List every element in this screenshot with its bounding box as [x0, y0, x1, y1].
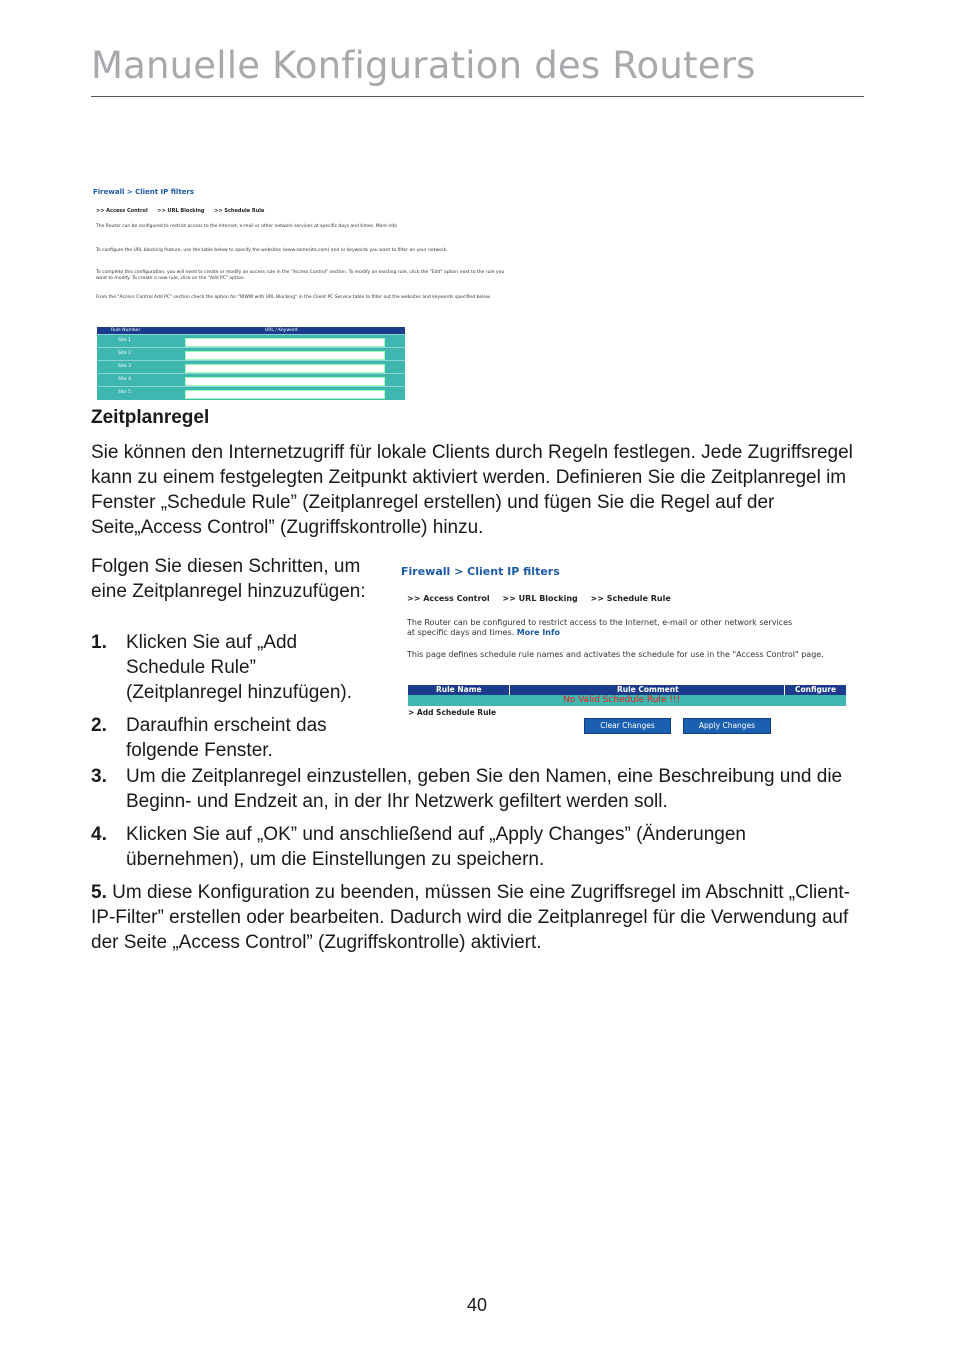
row-label: Site 5 [118, 390, 131, 395]
table-row [97, 373, 405, 387]
table-row [97, 386, 405, 400]
description-text: This page defines schedule rule names and activates the schedule for use in the "Access Control" page. [407, 650, 824, 659]
url-input[interactable] [185, 364, 385, 373]
breadcrumb: Firewall > Client IP filters [93, 188, 195, 196]
section-heading: Zeitplanregel [91, 407, 210, 428]
nav-schedule-rule[interactable]: >> Schedule Rule [590, 594, 671, 603]
column-header: Rule Name [436, 685, 482, 694]
table-row [97, 334, 405, 348]
nav-schedule-rule[interactable]: >> Schedule Rule [214, 208, 265, 214]
step-item [91, 880, 871, 955]
page-number: 40 [466, 1295, 488, 1315]
schedule-table [408, 685, 846, 707]
table-header [97, 327, 405, 334]
row-label: Site 3 [118, 364, 131, 369]
description-line: at specific days and times. [407, 628, 515, 637]
schedule-rule-screenshot [400, 560, 850, 740]
table-row [97, 360, 405, 374]
column-separator [784, 685, 785, 695]
table-row [408, 695, 846, 706]
header-divider [91, 96, 864, 97]
page-title: Manuelle Konfiguration des Routers [91, 44, 756, 87]
step-text: Um die Zeitplanregel einzustellen, geben Sie den Namen, eine Beschreibung und die Beginn- und Endzeit an, in der Ihr Netzwerk gefiltert werden soll. [126, 766, 843, 812]
row-label: Site 2 [118, 351, 131, 356]
row-label: Site 1 [118, 338, 131, 343]
step-number: 5. [91, 882, 107, 903]
apply-changes-button[interactable]: Apply Changes [683, 718, 771, 734]
column-header: URL / Keyword [265, 328, 298, 333]
description-text [407, 618, 847, 638]
breadcrumb: Firewall > Client IP filters [401, 565, 560, 578]
url-input[interactable] [185, 351, 385, 360]
sub-nav [96, 208, 272, 214]
step-text: Daraufhin erscheint das folgende Fenster. [126, 715, 327, 761]
description-line: The Router can be configured to restrict access to the Internet, e-mail or other network services [407, 618, 793, 627]
table-row [97, 347, 405, 361]
nav-url-blocking[interactable]: >> URL Blocking [157, 208, 205, 214]
step-text: Klicken Sie auf „OK” und anschließend auf „Apply Changes” (Änderungen übernehmen), um die Einstellungen zu speichern. [126, 824, 746, 870]
nav-access-control[interactable]: >> Access Control [407, 594, 490, 603]
column-header: Rule Comment [617, 685, 679, 694]
empty-message: No Valid Schedule Rule !!! [563, 695, 681, 705]
step-text: Klicken Sie auf „Add Schedule Rule” (Zeitplanregel hinzufügen). [126, 632, 353, 703]
section-paragraph: Sie können den Internetzugriff für lokale Clients durch Regeln festlegen. Jede Zugriffsregel kann zu einem festgelegten Zeitpunkt aktiviert werden. Definieren Sie die Zeitplanregel im Fenster „Schedule Rule” (Zeitplanregel erstellen) und fügen Sie die Regel auf der Seite„Access Control” (Zugriffskontrolle) hinzu. [91, 442, 853, 538]
url-input[interactable] [185, 390, 385, 399]
nav-url-blocking[interactable]: >> URL Blocking [502, 594, 578, 603]
more-info-link[interactable]: More Info [516, 628, 560, 637]
description-text: The Router can be configured to restrict access to the Internet, e-mail or other network services at specific days and times. More Info [96, 224, 397, 229]
step-text: Um diese Konfiguration zu beenden, müssen Sie eine Zugriffsregel im Abschnitt „Client-IP-Filter” erstellen oder bearbeiten. Dadurch wird die Zeitplanregel für die Verwendung auf der Seite „Access Control” (Zugriffskontrolle) aktiviert. [91, 882, 851, 953]
table-header [408, 685, 846, 695]
column-header: Configure [795, 685, 837, 694]
sub-nav [407, 594, 681, 603]
add-schedule-rule-link[interactable]: > Add Schedule Rule [408, 708, 497, 717]
description-text: From the "Access Control Add PC" section check the option for "WWW with URL Blocking" in the Client PC Service table to filter out the websites and keywords specified below. [96, 295, 491, 300]
url-input[interactable] [185, 338, 385, 347]
column-separator [509, 685, 510, 695]
url-table [97, 327, 405, 400]
description-text: To complete this configuration, you will need to create or modify an access rule in the "Access Control" section. To modify an existing rule, click the "Edit" option next to the rule you want to modify. To create a new rule, click on the "Add PC" option. [96, 270, 505, 281]
step-number: 3. [91, 766, 107, 787]
steps-intro: Folgen Sie diesen Schritten, um eine Zeitplanregel hinzuzufügen: [91, 556, 366, 602]
step-number: 2. [91, 715, 107, 736]
url-input[interactable] [185, 377, 385, 386]
nav-access-control[interactable]: >> Access Control [96, 208, 148, 214]
row-label: Site 4 [118, 377, 131, 382]
clear-changes-button[interactable]: Clear Changes [584, 718, 671, 734]
column-header: Rule Number [111, 328, 141, 333]
step-number: 4. [91, 824, 107, 845]
url-blocking-screenshot [93, 185, 513, 405]
step-number: 1. [91, 632, 107, 653]
description-text: To configure the URL blocking feature, use the table below to specify the websites (www.somesite.com) and or keywords you want to filter on your network. [96, 248, 448, 253]
